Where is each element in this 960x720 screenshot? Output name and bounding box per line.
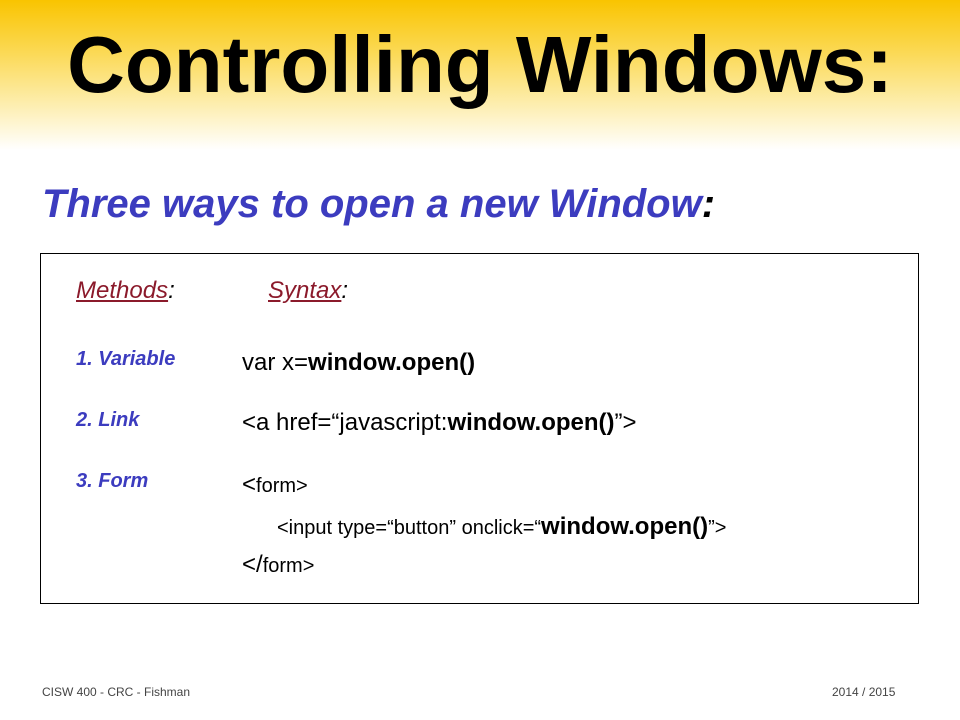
syntax-form-open bbox=[242, 468, 308, 505]
syntax-column-header bbox=[268, 272, 348, 310]
syntax-header-colon: : bbox=[341, 277, 349, 304]
syntax-form-input bbox=[277, 510, 726, 547]
subtitle-text: Three ways to open a new Window bbox=[42, 182, 702, 226]
slide-subtitle bbox=[42, 176, 715, 232]
syntax-link bbox=[242, 406, 637, 440]
syntax-form-input-prefix: <input type=“button” onclick=“ bbox=[277, 517, 542, 539]
syntax-form-close-tag: form> bbox=[262, 555, 315, 577]
footer-course: CISW 400 - CRC - Fishman bbox=[42, 685, 191, 699]
syntax-form-close bbox=[242, 548, 314, 585]
syntax-link-call: window.open() bbox=[447, 409, 615, 436]
methods-header-label: Methods bbox=[76, 277, 169, 304]
syntax-link-suffix: ”> bbox=[614, 409, 637, 436]
syntax-header-label: Syntax bbox=[268, 277, 342, 304]
footer-year: 2014 / 2015 bbox=[832, 685, 896, 699]
subtitle-colon: : bbox=[701, 182, 716, 226]
method-form: 3. Form bbox=[76, 470, 149, 492]
syntax-variable-call: window.open() bbox=[308, 349, 476, 376]
syntax-form-input-call: window.open() bbox=[541, 513, 709, 540]
method-variable: 1. Variable bbox=[76, 348, 176, 370]
method-link: 2. Link bbox=[76, 409, 140, 431]
syntax-form-open-tag: form> bbox=[256, 475, 308, 497]
syntax-link-prefix: <a href=“javascript: bbox=[242, 409, 448, 436]
syntax-form-open-bracket: < bbox=[242, 471, 257, 498]
syntax-variable-prefix: var x= bbox=[242, 349, 309, 376]
syntax-form-close-bracket: </ bbox=[242, 551, 263, 578]
syntax-form-input-suffix: ”> bbox=[708, 517, 727, 539]
slide-title: Controlling Windows: bbox=[67, 20, 893, 109]
methods-header-colon: : bbox=[168, 277, 175, 304]
methods-column-header bbox=[76, 272, 175, 310]
syntax-variable bbox=[242, 346, 475, 380]
